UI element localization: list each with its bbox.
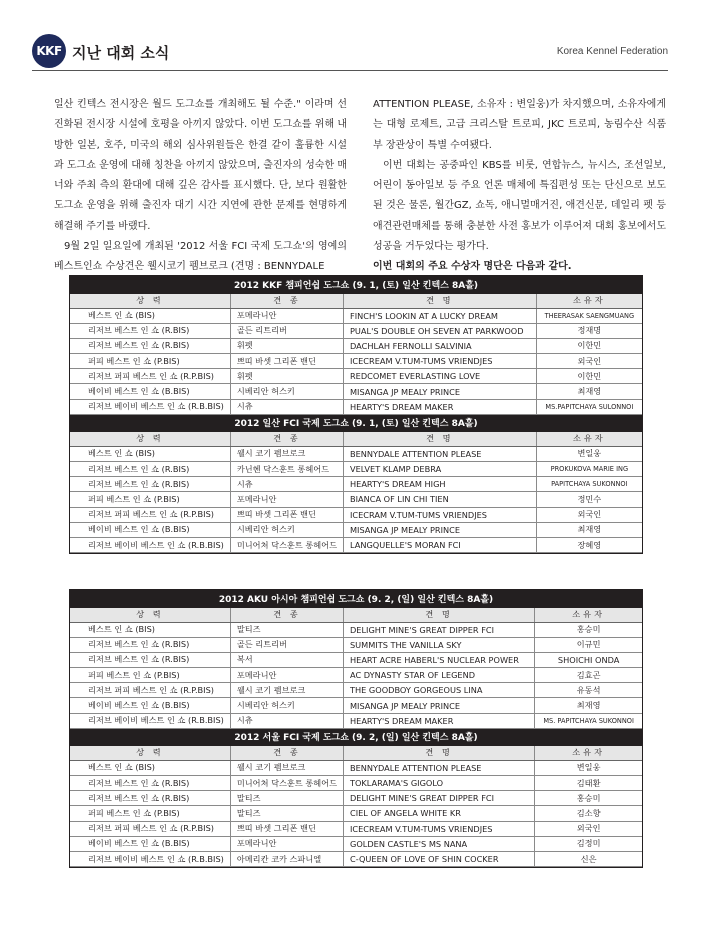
table-row — [70, 622, 642, 637]
owner-header: 소유자 — [536, 431, 642, 446]
dog-name-cell: SUMMITS THE VANILLA SKY — [343, 637, 534, 652]
award-cell: 리저브 퍼피 베스트 인 쇼 (R.P.BIS) — [70, 369, 230, 384]
owner-cell: THEERASAK SAENGMUANG — [536, 308, 642, 323]
winners-intro: 이번 대회의 주요 수상자 명단은 다음과 같다. — [373, 261, 572, 273]
breed-cell: 미니어쳐 닥스훈트 롱헤어드 — [230, 776, 343, 791]
owner-cell: SHOICHI ONDA — [535, 652, 642, 667]
owner-cell: 김정미 — [535, 836, 642, 851]
breed-cell: 포메라니안 — [230, 836, 343, 851]
dog-name-cell: AC DYNASTY STAR OF LEGEND — [343, 668, 534, 683]
table-row — [70, 637, 642, 652]
breed-cell: 아메리칸 코카 스파니엘 — [230, 851, 343, 866]
dog-name-cell: ICECREAM V.TUM-TUMS VRIENDJES — [343, 354, 536, 369]
breed-header: 견 종 — [230, 431, 343, 446]
award-cell: 베이비 베스트 인 쇼 (B.BIS) — [70, 836, 230, 851]
table-row — [70, 477, 642, 492]
breed-cell: 쁘띠 바셋 그리폰 밴딘 — [230, 507, 343, 522]
award-cell: 리저브 퍼피 베스트 인 쇼 (R.P.BIS) — [70, 683, 230, 698]
table-header-row — [70, 745, 642, 760]
breed-cell: 포메라니안 — [230, 308, 343, 323]
award-cell: 퍼피 베스트 인 쇼 (P.BIS) — [70, 668, 230, 683]
table-row — [70, 698, 642, 713]
table-row — [70, 522, 642, 537]
table-row — [70, 652, 642, 667]
dog-name-cell: GOLDEN CASTLE'S MS NANA — [343, 836, 534, 851]
dog-name-cell: HEART ACRE HABERL'S NUCLEAR POWER — [343, 652, 534, 667]
table-title-row — [70, 414, 642, 431]
owner-cell: 정민수 — [536, 492, 642, 507]
award-cell: 베스트 인 쇼 (BIS) — [70, 446, 230, 461]
owner-cell: MS.PAPITCHAYA SULONNOI — [536, 399, 642, 414]
owner-cell: 이한민 — [536, 338, 642, 353]
award-cell: 리저브 베스트 인 쇼 (R.BIS) — [70, 791, 230, 806]
dog-name-cell: DACHLAH FERNOLLI SALVINIA — [343, 338, 536, 353]
article-paragraph: 일산 킨텍스 전시장은 월드 도그쇼를 개최해도 될 수준." 이라며 선진화된 전시장 시설에 호평을 아끼지 않았다. 이번 도그쇼를 위해 내방한 일본, 호주, 미국의 해외 심사위원들은 한결 같이 훌륭한 시설과 도그쇼 운영에 대해 칭찬을 아끼지 않았으며, 출진자의 성숙한 매너와 주최 측의 환대에 대해 깊은 감사를 표시했다. 단, 보다 원활한 도그쇼 운영을 위해 출진자 대기 시간 지연에 관한 문제를 현명하게 해결해 주기를 바랬다. — [54, 99, 347, 232]
table-row — [70, 399, 642, 414]
breed-cell: 시베리안 허스키 — [230, 522, 343, 537]
award-header: 상 력 — [70, 745, 230, 760]
dog-name-cell: FINCH'S LOOKIN AT A LUCKY DREAM — [343, 308, 536, 323]
table-row — [70, 323, 642, 338]
award-cell: 베이비 베스트 인 쇼 (B.BIS) — [70, 698, 230, 713]
article-column-right — [373, 95, 666, 278]
owner-cell: 신은 — [535, 851, 642, 866]
table-row — [70, 462, 642, 477]
dog-name-cell: TOKLARAMA'S GIGOLO — [343, 776, 534, 791]
breed-header: 견 종 — [230, 745, 343, 760]
show-title: 2012 서울 FCI 국제 도그쇼 (9. 2, (일) 일산 킨텍스 8A홀) — [70, 728, 642, 745]
owner-cell: 홍승미 — [535, 622, 642, 637]
owner-cell: 외국인 — [536, 354, 642, 369]
owner-cell: 정재명 — [536, 323, 642, 338]
owner-header: 소유자 — [535, 745, 642, 760]
table-row — [70, 384, 642, 399]
breed-cell: 포메라니안 — [230, 668, 343, 683]
owner-cell: 이규민 — [535, 637, 642, 652]
article-paragraph: 9월 2일 일요일에 개최된 '2012 서울 FCI 국제 도그쇼'의 영예의 베스트인쇼 수상견은 웰시코기 펨브로크 (견명 : BENNYDALE — [54, 241, 347, 273]
dog-name-cell: DELIGHT MINE'S GREAT DIPPER FCI — [343, 791, 534, 806]
dog-name-cell: ICECRAM V.TUM-TUMS VRIENDJES — [343, 507, 536, 522]
breed-cell: 말티즈 — [230, 622, 343, 637]
breed-cell: 골든 리트리버 — [230, 637, 343, 652]
show-title: 2012 AKU 아시아 챔피언쉽 도그쇼 (9. 2, (일) 일산 킨텍스 8A홀) — [70, 590, 642, 607]
owner-cell: 이한민 — [536, 369, 642, 384]
table-row — [70, 507, 642, 522]
dog-name-cell: THE GOODBOY GORGEOUS LINA — [343, 683, 534, 698]
breed-cell: 휘펫 — [230, 369, 343, 384]
table-row — [70, 668, 642, 683]
dog-name-header: 견 명 — [343, 293, 536, 308]
org-name: Korea Kennel Federation — [556, 46, 668, 57]
page-header — [32, 34, 668, 68]
results-table-group-1 — [69, 275, 643, 554]
dog-name-cell: REDCOMET EVERLASTING LOVE — [343, 369, 536, 384]
results-table — [70, 276, 642, 553]
kkf-logo: KKF — [32, 34, 66, 68]
owner-cell: 최재영 — [535, 698, 642, 713]
dog-name-cell: BENNYDALE ATTENTION PLEASE — [343, 446, 536, 461]
article-paragraph: ATTENTION PLEASE, 소유자 : 변일웅)가 차지했으며, 소유자에게는 대형 로제트, 고급 크리스탈 트로피, JKC 트로피, 농림수산 식품부 장관상이 특별 수여됐다. — [373, 99, 666, 151]
award-cell: 리저브 베스트 인 쇼 (R.BIS) — [70, 776, 230, 791]
table-row — [70, 776, 642, 791]
table-row — [70, 836, 642, 851]
award-cell: 베스트 인 쇼 (BIS) — [70, 622, 230, 637]
award-cell: 베스트 인 쇼 (BIS) — [70, 760, 230, 775]
section-title: 지난 대회 소식 — [72, 44, 170, 62]
owner-cell: 김소향 — [535, 806, 642, 821]
breed-cell: 말티즈 — [230, 806, 343, 821]
dog-name-cell: MISANGA JP MEALY PRINCE — [343, 384, 536, 399]
award-cell: 리저브 베이비 베스트 인 쇼 (R.B.BIS) — [70, 537, 230, 552]
table-row — [70, 760, 642, 775]
award-cell: 리저브 베스트 인 쇼 (R.BIS) — [70, 338, 230, 353]
breed-cell: 시베리안 허스키 — [230, 698, 343, 713]
award-header: 상 력 — [70, 431, 230, 446]
owner-header: 소유자 — [535, 607, 642, 622]
breed-cell: 웰시 코기 펨브로크 — [230, 760, 343, 775]
breed-cell: 웰시 코기 펨브로크 — [230, 446, 343, 461]
award-cell: 베이비 베스트 인 쇼 (B.BIS) — [70, 384, 230, 399]
article-paragraph: 이번 대회는 공중파인 KBS를 비롯, 연합뉴스, 뉴시스, 조선일보, 어린이 동아일보 등 주요 언론 매체에 특집편성 또는 단신으로 보도된 것은 물론, 월간GZ, 쇼독, 애니멀매거진, 애견신문, 데일리 펫 등 애견관련매체를 통해 충분한 사전 홍보가 이루어져 대회 홍보에서도 성공을 거두었다는 평가다. — [373, 159, 666, 253]
dog-name-cell: CIEL OF ANGELA WHITE KR — [343, 806, 534, 821]
award-cell: 리저브 베스트 인 쇼 (R.BIS) — [70, 637, 230, 652]
table-row — [70, 791, 642, 806]
breed-cell: 웰시 코기 펨브로크 — [230, 683, 343, 698]
table-row — [70, 369, 642, 384]
breed-cell: 복서 — [230, 652, 343, 667]
dog-name-cell: VELVET KLAMP DEBRA — [343, 462, 536, 477]
owner-cell: 외국인 — [536, 507, 642, 522]
owner-cell: 장혜영 — [536, 537, 642, 552]
owner-cell: 최재영 — [536, 384, 642, 399]
award-cell: 리저브 베이비 베스트 인 쇼 (R.B.BIS) — [70, 399, 230, 414]
table-header-row — [70, 607, 642, 622]
breed-cell: 시베리안 허스키 — [230, 384, 343, 399]
dog-name-cell: BENNYDALE ATTENTION PLEASE — [343, 760, 534, 775]
table-row — [70, 338, 642, 353]
table-row — [70, 308, 642, 323]
award-header: 상 력 — [70, 607, 230, 622]
results-table — [70, 590, 642, 867]
show-title: 2012 KKF 챔피언쉽 도그쇼 (9. 1, (토) 일산 킨텍스 8A홀) — [70, 276, 642, 293]
table-row — [70, 446, 642, 461]
article-body — [54, 95, 666, 273]
dog-name-cell: PUAL'S DOUBLE OH SEVEN AT PARKWOOD — [343, 323, 536, 338]
award-cell: 리저브 베스트 인 쇼 (R.BIS) — [70, 652, 230, 667]
award-cell: 베스트 인 쇼 (BIS) — [70, 308, 230, 323]
award-cell: 퍼피 베스트 인 쇼 (P.BIS) — [70, 354, 230, 369]
owner-cell: 외국인 — [535, 821, 642, 836]
dog-name-cell: C-QUEEN OF LOVE OF SHIN COCKER — [343, 851, 534, 866]
award-cell: 리저브 퍼피 베스트 인 쇼 (R.P.BIS) — [70, 821, 230, 836]
breed-cell: 말티즈 — [230, 791, 343, 806]
owner-cell: 홍승미 — [535, 791, 642, 806]
breed-cell: 포메라니안 — [230, 492, 343, 507]
table-row — [70, 851, 642, 866]
dog-name-header: 견 명 — [343, 431, 536, 446]
breed-cell: 시츄 — [230, 399, 343, 414]
owner-cell: 변일웅 — [536, 446, 642, 461]
table-row — [70, 537, 642, 552]
breed-cell: 시츄 — [230, 477, 343, 492]
breed-cell: 미니어쳐 닥스훈트 롱헤어드 — [230, 537, 343, 552]
table-title-row — [70, 728, 642, 745]
table-row — [70, 713, 642, 728]
award-cell: 퍼피 베스트 인 쇼 (P.BIS) — [70, 806, 230, 821]
owner-cell: MS. PAPITCHAYA SUKONNOI — [535, 713, 642, 728]
breed-cell: 시츄 — [230, 713, 343, 728]
article-column-left — [54, 95, 347, 278]
owner-cell: 김태환 — [535, 776, 642, 791]
dog-name-cell: BIANCA OF LIN CHI TIEN — [343, 492, 536, 507]
award-cell: 리저브 퍼피 베스트 인 쇼 (R.P.BIS) — [70, 507, 230, 522]
owner-cell: 유동석 — [535, 683, 642, 698]
dog-name-cell: ICECREAM V.TUM-TUMS VRIENDJES — [343, 821, 534, 836]
dog-name-cell: HEARTY'S DREAM MAKER — [343, 399, 536, 414]
table-row — [70, 683, 642, 698]
table-title-row — [70, 276, 642, 293]
breed-header: 견 종 — [230, 293, 343, 308]
owner-cell: PROKUKOVA MARIE ING — [536, 462, 642, 477]
dog-name-cell: DELIGHT MINE'S GREAT DIPPER FCI — [343, 622, 534, 637]
owner-cell: 김효곤 — [535, 668, 642, 683]
breed-header: 견 종 — [230, 607, 343, 622]
award-cell: 리저브 베이비 베스트 인 쇼 (R.B.BIS) — [70, 713, 230, 728]
dog-name-cell: HEARTY'S DREAM MAKER — [343, 713, 534, 728]
table-row — [70, 354, 642, 369]
award-cell: 리저브 베스트 인 쇼 (R.BIS) — [70, 462, 230, 477]
award-cell: 리저브 베스트 인 쇼 (R.BIS) — [70, 477, 230, 492]
breed-cell: 휘펫 — [230, 338, 343, 353]
results-table-group-2 — [69, 589, 643, 868]
award-cell: 리저브 베이비 베스트 인 쇼 (R.B.BIS) — [70, 851, 230, 866]
breed-cell: 쁘띠 바셋 그리폰 밴딘 — [230, 821, 343, 836]
table-header-row — [70, 431, 642, 446]
dog-name-cell: MISANGA JP MEALY PRINCE — [343, 522, 536, 537]
owner-header: 소유자 — [536, 293, 642, 308]
header-divider — [32, 70, 668, 71]
table-row — [70, 806, 642, 821]
table-header-row — [70, 293, 642, 308]
owner-cell: 변일웅 — [535, 760, 642, 775]
owner-cell: PAPITCHAYA SUKONNOI — [536, 477, 642, 492]
award-cell: 베이비 베스트 인 쇼 (B.BIS) — [70, 522, 230, 537]
dog-name-header: 견 명 — [343, 745, 534, 760]
dog-name-cell: HEARTY'S DREAM HIGH — [343, 477, 536, 492]
show-title: 2012 일산 FCI 국제 도그쇼 (9. 1, (토) 일산 킨텍스 8A홀) — [70, 414, 642, 431]
table-row — [70, 821, 642, 836]
breed-cell: 쁘띠 바셋 그리폰 밴딘 — [230, 354, 343, 369]
award-cell: 퍼피 베스트 인 쇼 (P.BIS) — [70, 492, 230, 507]
award-cell: 리저브 베스트 인 쇼 (R.BIS) — [70, 323, 230, 338]
breed-cell: 카닌헨 닥스훈트 롱헤어드 — [230, 462, 343, 477]
table-title-row — [70, 590, 642, 607]
owner-cell: 최재영 — [536, 522, 642, 537]
table-row — [70, 492, 642, 507]
dog-name-cell: MISANGA JP MEALY PRINCE — [343, 698, 534, 713]
dog-name-header: 견 명 — [343, 607, 534, 622]
dog-name-cell: LANGQUELLE'S MORAN FCI — [343, 537, 536, 552]
breed-cell: 골든 리트리버 — [230, 323, 343, 338]
award-header: 상 력 — [70, 293, 230, 308]
